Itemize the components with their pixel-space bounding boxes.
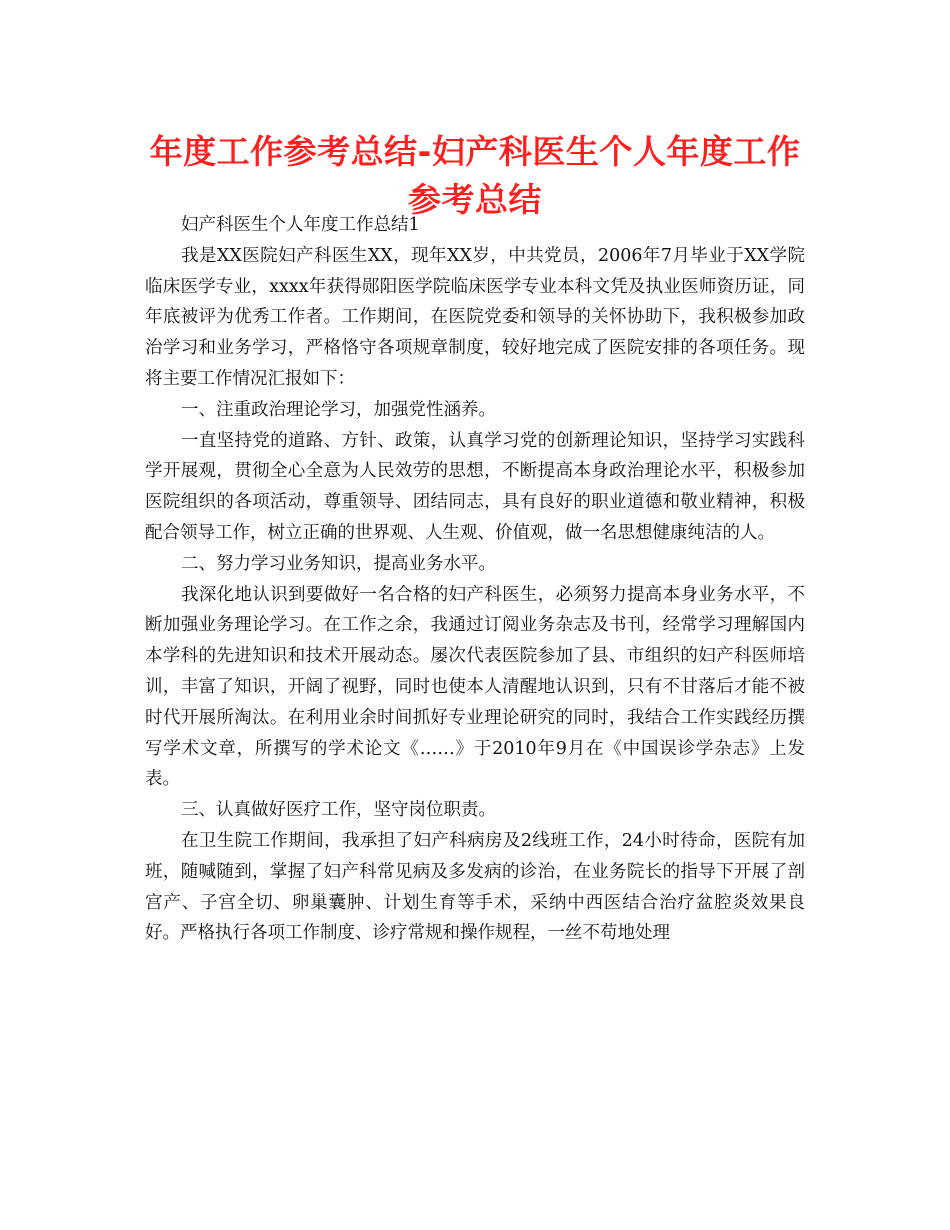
- paragraph-section-1: 一直坚持党的道路、方针、政策，认真学习党的创新理论知识，坚持学习实践科学开展观，贯彻全心全意为人民效劳的思想，不断提高本身政治理论水平，积极参加医院组织的各项活动，尊重领导、团结同志，具有良好的职业道德和敬业精神，积极配合领导工作，树立正确的世界观、人生观、价值观，做一名思想健康纯洁的人。: [145, 430, 805, 543]
- section-heading-1: 一、注重政治理论学习，加强党性涵养。: [181, 399, 496, 420]
- paragraph-section-3: 在卫生院工作期间，我承担了妇产科病房及2线班工作，24小时待命，医院有加班，随喊随到，掌握了妇产科常见病及多发病的诊治，在业务院长的指导下开展了剖宫产、子宫全切、卵巢囊肿、计划生育等手术，采纳中西医结合治疗盆腔炎效果良好。严格执行各项工作制度、诊疗常规和操作规程，一丝不苟地处理: [145, 830, 805, 944]
- paragraph-intro: 我是XX医院妇产科医生XX，现年XX岁，中共党员，2006年7月毕业于XX学院临床医学专业，xxxx年获得郧阳医学院临床医学专业本科文凭及执业医师资历证，同年底被评为优秀工作者。工作期间，在医院党委和领导的关怀协助下，我积极参加政治学习和业务学习，严格恪守各项规章制度，较好地完成了医院安排的各项任务。现将主要工作情况汇报如下：: [145, 245, 805, 389]
- paragraph-section-2: 我深化地认识到要做好一名合格的妇产科医生，必须努力提高本身业务水平，不断加强业务理论学习。在工作之余，我通过订阅业务杂志及书刊，经常学习理解国内本学科的先进知识和技术开展动态。屡次代表医院参加了县、市组织的妇产科医师培训，丰富了知识，开阔了视野，同时也使本人清醒地认识到，只有不甘落后才能不被时代开展所淘汰。在利用业余时间抓好专业理论研究的同时，我结合工作实践经历撰写学术文章，所撰写的学术论文《……》于2010年9月在《中国误诊学杂志》上发表。: [145, 584, 805, 790]
- document-title: 年度工作参考总结-妇产科医生个人年度工作参考总结: [149, 132, 801, 219]
- section-heading-2: 二、努力学习业务知识，提高业务水平。: [181, 553, 496, 574]
- paragraph-subtitle: 妇产科医生个人年度工作总结1: [181, 215, 420, 235]
- section-heading-3: 三、认真做好医疗工作，坚守岗位职责。: [181, 800, 496, 821]
- document-body: [145, 210, 805, 949]
